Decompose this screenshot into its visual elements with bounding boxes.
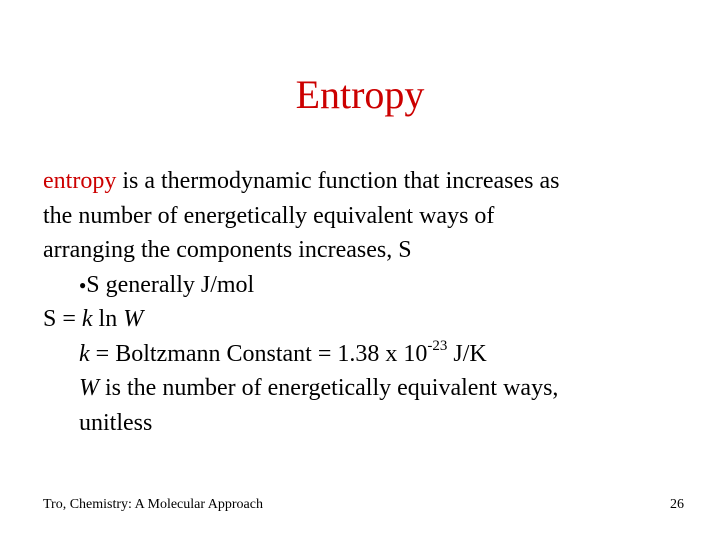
formula-k: k <box>81 306 93 332</box>
k-exponent: -23 <box>427 337 448 354</box>
k-definition-text: = Boltzmann Constant = 1.38 x 10 <box>89 340 428 367</box>
body-line-1 <box>43 164 683 199</box>
formula-s: S = <box>43 306 82 332</box>
k-definition <box>43 337 683 372</box>
k-symbol: k <box>79 340 90 367</box>
slide-title: Entropy <box>295 72 425 117</box>
footer-source: Tro, Chemistry: A Molecular Approach <box>43 497 263 512</box>
bullet-units <box>43 268 683 303</box>
w-definition <box>43 371 683 406</box>
term-entropy: entropy <box>43 168 117 194</box>
bullet-units-text: S generally J/mol <box>86 271 255 298</box>
formula-w: W <box>123 306 144 332</box>
w-definition-text: is the number of energetically equivalent ways, <box>99 375 559 401</box>
slide-body <box>43 164 683 440</box>
page-number: 26 <box>670 497 684 512</box>
boltzmann-formula <box>43 302 683 337</box>
w-definition-line-2: unitless <box>79 409 153 436</box>
bullet-marker-icon: ● <box>79 277 87 292</box>
body-line-1-text: is a thermodynamic function that increases as <box>116 168 560 194</box>
w-symbol: W <box>79 375 99 401</box>
k-unit: J/K <box>447 340 487 367</box>
formula-ln: ln <box>92 306 124 332</box>
body-line-2: the number of energetically equivalent ways of <box>43 202 495 229</box>
body-line-3: arranging the components increases, S <box>43 237 412 263</box>
